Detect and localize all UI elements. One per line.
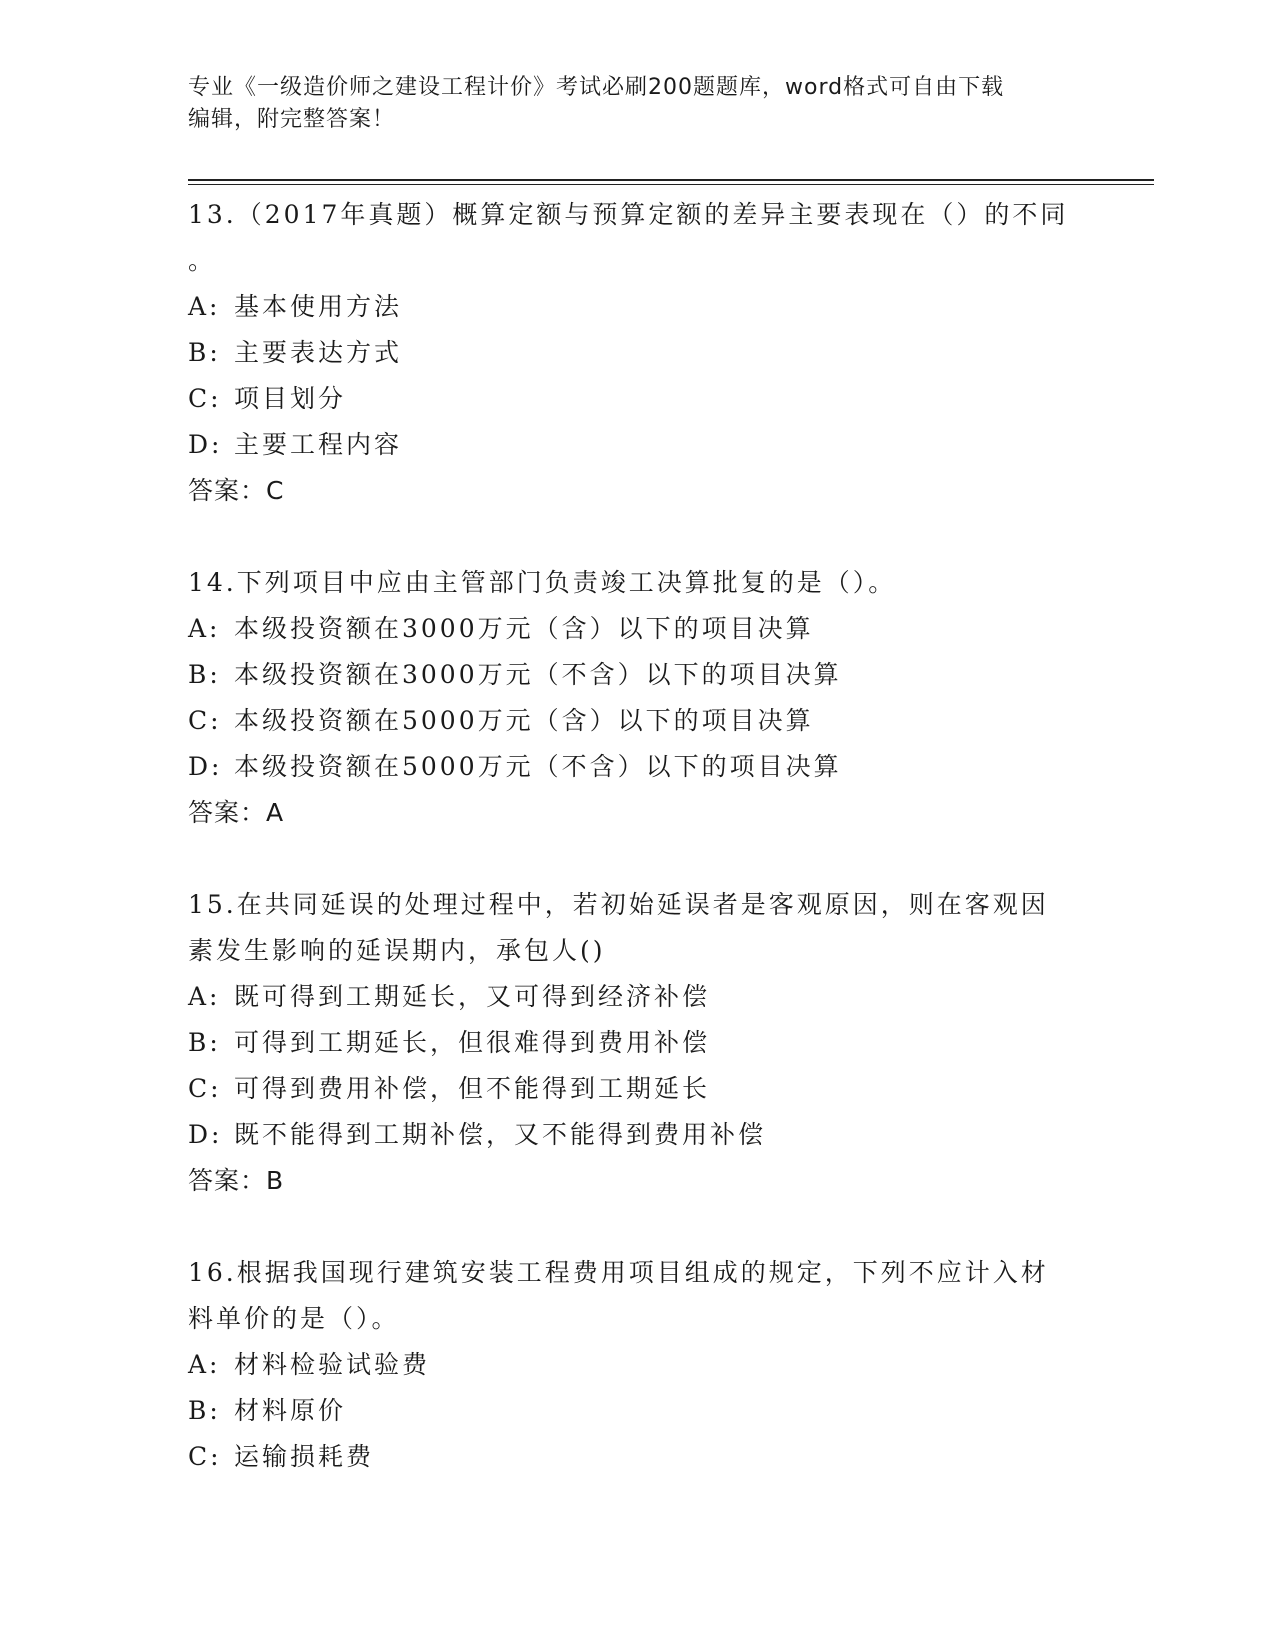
- answer-line: [188, 1158, 1088, 1204]
- header-line-2: 编辑，附完整答案！: [188, 107, 396, 132]
- option-row: [188, 1020, 1088, 1066]
- question-stem: 素发生影响的延误期内，承包人(): [188, 936, 606, 965]
- option-row: [188, 1388, 1088, 1434]
- option-row: [188, 744, 1088, 790]
- option-row: [188, 1434, 1088, 1480]
- option-text: 可得到工期延长，但很难得到费用补偿: [234, 1028, 711, 1057]
- option-letter: C:: [188, 1442, 222, 1471]
- option-letter: A:: [188, 614, 221, 643]
- document-header: [188, 72, 1088, 136]
- option-text: 项目划分: [234, 384, 347, 413]
- option-letter: D:: [188, 430, 223, 459]
- header-rule-thick: [188, 179, 1154, 181]
- option-row: [188, 698, 1088, 744]
- option-row: [188, 330, 1088, 376]
- answer-value: B: [266, 1166, 285, 1195]
- option-text: 可得到费用补偿，但不能得到工期延长: [234, 1074, 711, 1103]
- option-text: 材料原价: [234, 1396, 347, 1425]
- option-letter: A:: [188, 1350, 221, 1379]
- question-block: [188, 1250, 1088, 1480]
- option-row: [188, 652, 1088, 698]
- option-row: [188, 1342, 1088, 1388]
- question-stem: 14.下列项目中应由主管部门负责竣工决算批复的是（）。: [188, 568, 897, 597]
- option-row: [188, 1112, 1088, 1158]
- option-text: 既不能得到工期补偿，又不能得到费用补偿: [234, 1120, 767, 1149]
- option-text: 本级投资额在3000万元（不含）以下的项目决算: [234, 660, 842, 689]
- answer-label: 答案：: [188, 476, 267, 505]
- question-stem: 16.根据我国现行建筑安装工程费用项目组成的规定，下列不应计入材: [188, 1258, 1049, 1287]
- header-line-1: 专业《一级造价师之建设工程计价》考试必刷200题题库，word格式可自由下载: [188, 75, 1005, 100]
- header-rule-thin: [188, 184, 1154, 185]
- option-letter: B:: [188, 1028, 221, 1057]
- option-letter: C:: [188, 384, 222, 413]
- answer-label: 答案：: [188, 1166, 267, 1195]
- option-letter: B:: [188, 660, 221, 689]
- option-row: [188, 284, 1088, 330]
- option-row: [188, 376, 1088, 422]
- option-row: [188, 974, 1088, 1020]
- option-row: [188, 422, 1088, 468]
- option-letter: B:: [188, 338, 221, 367]
- option-text: 本级投资额在3000万元（含）以下的项目决算: [234, 614, 814, 643]
- option-letter: C:: [188, 706, 222, 735]
- answer-line: [188, 468, 1088, 514]
- option-text: 既可得到工期延长，又可得到经济补偿: [234, 982, 711, 1011]
- option-text: 主要工程内容: [234, 430, 403, 459]
- question-block: [188, 882, 1088, 1204]
- option-letter: A:: [188, 292, 221, 321]
- answer-line: [188, 790, 1088, 836]
- option-letter: D:: [188, 752, 223, 781]
- question-block: [188, 560, 1088, 836]
- option-text: 运输损耗费: [234, 1442, 375, 1471]
- answer-value: C: [266, 476, 285, 505]
- answer-label: 答案：: [188, 798, 267, 827]
- option-text: 基本使用方法: [234, 292, 403, 321]
- option-letter: A:: [188, 982, 221, 1011]
- option-text: 本级投资额在5000万元（含）以下的项目决算: [234, 706, 814, 735]
- option-row: [188, 1066, 1088, 1112]
- option-letter: B:: [188, 1396, 221, 1425]
- question-stem: 15.在共同延误的处理过程中，若初始延误者是客观原因，则在客观因: [188, 890, 1049, 919]
- question-stem: 料单价的是（）。: [188, 1304, 400, 1333]
- option-letter: C:: [188, 1074, 222, 1103]
- question-stem: 13.（2017年真题）概算定额与预算定额的差异主要表现在（）的不同: [188, 200, 1069, 229]
- option-text: 材料检验试验费: [234, 1350, 431, 1379]
- question-list: [188, 192, 1088, 1480]
- option-text: 主要表达方式: [234, 338, 403, 367]
- question-stem: 。: [188, 246, 217, 275]
- answer-value: A: [266, 798, 285, 827]
- option-row: [188, 606, 1088, 652]
- option-text: 本级投资额在5000万元（不含）以下的项目决算: [234, 752, 842, 781]
- option-letter: D:: [188, 1120, 223, 1149]
- question-block: [188, 192, 1088, 514]
